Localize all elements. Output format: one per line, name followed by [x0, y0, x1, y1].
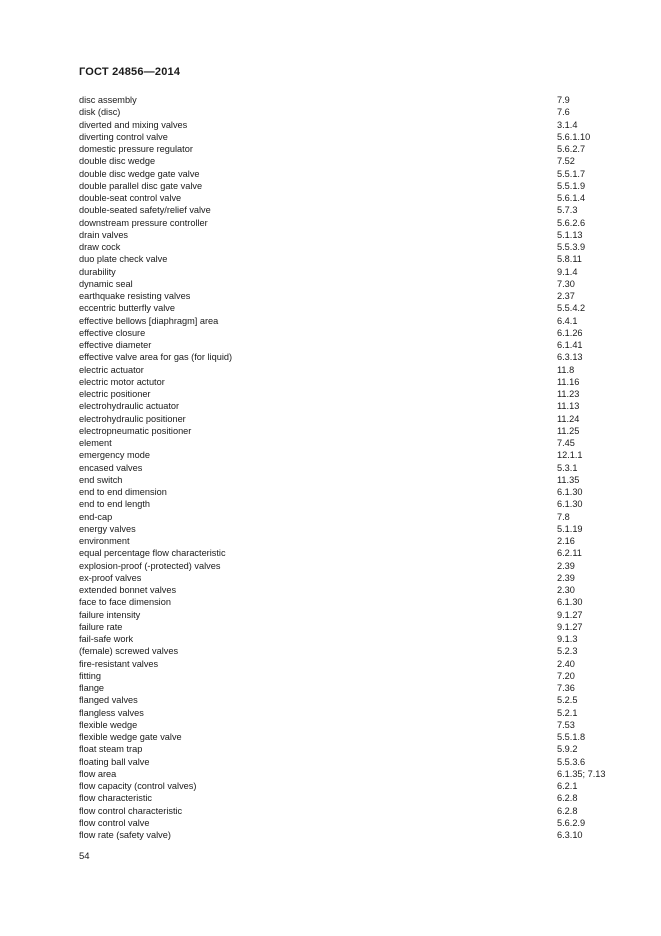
index-entry — [79, 658, 639, 670]
index-entry — [79, 584, 639, 596]
index-reference: 5.3.1 — [557, 462, 578, 473]
index-entry — [79, 645, 639, 657]
index-term: flow control valve — [79, 817, 150, 828]
index-term: flow rate (safety valve) — [79, 830, 171, 840]
index-entry — [79, 192, 639, 204]
index-entry — [79, 498, 639, 510]
index-entry — [79, 217, 639, 229]
index-term: face to face dimension — [79, 597, 171, 608]
index-term: electrohydraulic positioner — [79, 413, 186, 424]
index-entry — [79, 315, 639, 327]
index-entry — [79, 511, 639, 523]
index-entry — [79, 609, 639, 621]
index-term: electric motor actutor — [79, 376, 165, 387]
index-entry — [79, 621, 639, 633]
index-entry — [79, 106, 639, 118]
index-term: downstream pressure controller — [79, 217, 208, 228]
index-reference: 12.1.1 — [557, 450, 583, 461]
index-term: effective diameter — [79, 340, 152, 350]
index-reference: 11.25 — [557, 425, 580, 436]
index-entry — [79, 180, 639, 192]
index-entry — [79, 413, 639, 425]
index-entry — [79, 266, 639, 278]
index-term: electrohydraulic actuator — [79, 401, 180, 412]
index-entry — [79, 805, 639, 817]
index-reference: 5.2.1 — [557, 707, 578, 718]
index-entry — [79, 756, 639, 768]
index-entry — [79, 168, 639, 180]
index-term: explosion-proof (-protected) valves — [79, 560, 221, 571]
index-reference: 2.40 — [557, 658, 575, 669]
index-reference: 6.1.26 — [557, 327, 583, 338]
index-term: flange — [79, 683, 105, 693]
index-reference: 5.1.13 — [557, 229, 583, 240]
index-term: flow area — [79, 768, 117, 779]
index-entry — [79, 547, 639, 559]
index-term: flangless valves — [79, 707, 144, 718]
index-term: duo plate check valve — [79, 254, 168, 265]
index-reference: 5.7.3 — [557, 205, 578, 216]
index-reference: 5.1.19 — [557, 523, 583, 534]
index-reference: 7.9 — [557, 95, 570, 105]
index-reference: 6.1.30 — [557, 597, 583, 608]
index-reference: 5.5.1.7 — [557, 168, 586, 179]
index-entry — [79, 327, 639, 339]
index-term: effective valve area for gas (for liquid) — [79, 352, 233, 363]
index-reference: 11.16 — [557, 376, 580, 387]
index-reference: 5.5.4.2 — [557, 303, 586, 314]
index-term: flow characteristic — [79, 793, 153, 804]
index-entry — [79, 792, 639, 804]
index-reference: 6.3.13 — [557, 352, 583, 363]
index-reference: 2.39 — [557, 560, 575, 571]
index-term: durability — [79, 266, 116, 277]
index-reference: 9.1.27 — [557, 609, 583, 620]
index-term: energy valves — [79, 523, 136, 534]
index-term: dynamic seal — [79, 278, 133, 289]
index-reference: 6.2.8 — [557, 793, 578, 804]
index-term: end-cap — [79, 511, 113, 522]
index-entry — [79, 204, 639, 216]
index-reference: 7.8 — [557, 511, 570, 522]
index-term: end to end length — [79, 499, 151, 510]
index-reference: 5.6.1.4 — [557, 193, 586, 203]
index-reference: 9.1.3 — [557, 634, 578, 644]
index-reference: 11.23 — [557, 389, 580, 399]
index-term: flexible wedge gate valve — [79, 732, 182, 742]
index-term: (female) screwed valves — [79, 646, 179, 657]
index-term: encased valves — [79, 462, 143, 473]
index-reference: 6.2.8 — [557, 805, 578, 816]
index-entry — [79, 253, 639, 265]
index-term: double-seat control valve — [79, 193, 182, 203]
index-entry — [79, 462, 639, 474]
index-term: failure intensity — [79, 609, 141, 620]
page-number: 54 — [79, 851, 90, 862]
index-term: electropneumatic positioner — [79, 425, 192, 436]
index-entry — [79, 290, 639, 302]
index-entry — [79, 94, 639, 106]
index-term: effective closure — [79, 327, 146, 338]
index-reference: 5.2.5 — [557, 695, 578, 706]
index-entry — [79, 731, 639, 743]
index-reference: 7.45 — [557, 438, 575, 448]
index-entry — [79, 302, 639, 314]
index-term: extended bonnet valves — [79, 585, 177, 595]
index-reference: 5.6.2.7 — [557, 144, 586, 154]
index-reference: 11.8 — [557, 364, 575, 375]
index-term: disk (disc) — [79, 107, 121, 118]
index-entry — [79, 694, 639, 706]
index-reference: 6.1.41 — [557, 340, 583, 350]
index-reference: 6.2.1 — [557, 781, 578, 791]
index-term: flow control characteristic — [79, 805, 183, 816]
index-entry — [79, 596, 639, 608]
index-reference: 5.5.1.9 — [557, 180, 586, 191]
index-term: diverted and mixing valves — [79, 119, 188, 130]
index-entry — [79, 364, 639, 376]
index-entry — [79, 743, 639, 755]
index-entry — [79, 560, 639, 572]
index-term: fitting — [79, 670, 101, 681]
index-reference: 7.53 — [557, 719, 575, 730]
index-term: flanged valves — [79, 695, 138, 706]
index-entry — [79, 768, 639, 780]
index-reference: 2.39 — [557, 572, 575, 583]
index-entry — [79, 449, 639, 461]
index-reference: 7.20 — [557, 670, 575, 681]
index-term: environment — [79, 536, 130, 546]
index-reference: 5.5.1.8 — [557, 732, 586, 742]
index-reference: 6.1.35; 7.13 — [557, 768, 606, 779]
index-term: emergency mode — [79, 450, 150, 461]
index-entry — [79, 535, 639, 547]
index-entry — [79, 388, 639, 400]
index-term: double disc wedge — [79, 156, 156, 167]
index-term: diverting control valve — [79, 131, 168, 142]
index-entry — [79, 119, 639, 131]
index-term: electric actuator — [79, 364, 144, 375]
index-reference: 5.5.3.6 — [557, 756, 586, 767]
index-term: end to end dimension — [79, 487, 167, 497]
index-reference: 7.36 — [557, 683, 575, 693]
index-reference: 7.52 — [557, 156, 575, 167]
index-reference: 7.6 — [557, 107, 570, 118]
index-reference: 5.5.3.9 — [557, 242, 586, 252]
index-entry — [79, 707, 639, 719]
index-entry — [79, 682, 639, 694]
index-entry — [79, 829, 639, 841]
index-reference: 5.6.1.10 — [557, 131, 591, 142]
index-term: fail-safe work — [79, 634, 134, 644]
index-reference: 2.37 — [557, 291, 575, 301]
index-entry — [79, 437, 639, 449]
index-term: electric positioner — [79, 389, 151, 399]
index-term: float steam trap — [79, 744, 143, 755]
index-term: failure rate — [79, 621, 123, 632]
index-reference: 6.4.1 — [557, 315, 578, 326]
index-reference: 5.6.2.9 — [557, 817, 586, 828]
index-entry — [79, 633, 639, 645]
index-reference: 5.8.11 — [557, 254, 582, 265]
index-entry — [79, 351, 639, 363]
index-term: fire-resistant valves — [79, 658, 159, 669]
index-entry — [79, 523, 639, 535]
index-term: eccentric butterfly valve — [79, 303, 175, 314]
index-reference: 2.16 — [557, 536, 575, 546]
index-term: double-seated safety/relief valve — [79, 205, 211, 216]
index-entry — [79, 278, 639, 290]
index-entry — [79, 143, 639, 155]
index-reference: 11.35 — [557, 474, 580, 485]
index-term: effective bellows [diaphragm] area — [79, 315, 219, 326]
index-term: ex-proof valves — [79, 572, 142, 583]
document-header: ГОСТ 24856—2014 — [79, 66, 181, 78]
index-term: drain valves — [79, 229, 129, 240]
index-reference: 6.3.10 — [557, 830, 583, 840]
index-entry — [79, 474, 639, 486]
index-entry — [79, 425, 639, 437]
index-term: draw cock — [79, 242, 121, 252]
index-reference: 5.9.2 — [557, 744, 578, 755]
index-term: floating ball valve — [79, 756, 150, 767]
index-term: double parallel disc gate valve — [79, 180, 203, 191]
term-index-list — [79, 94, 639, 841]
index-entry — [79, 486, 639, 498]
index-reference: 7.30 — [557, 278, 575, 289]
index-term: disc assembly — [79, 95, 137, 105]
index-entry — [79, 339, 639, 351]
index-entry — [79, 155, 639, 167]
index-reference: 2.30 — [557, 585, 575, 595]
index-term: double disc wedge gate valve — [79, 168, 200, 179]
index-term: end switch — [79, 474, 123, 485]
index-entry — [79, 817, 639, 829]
index-entry — [79, 241, 639, 253]
index-reference: 5.6.2.6 — [557, 217, 586, 228]
index-entry — [79, 780, 639, 792]
index-entry — [79, 131, 639, 143]
index-entry — [79, 572, 639, 584]
index-entry — [79, 719, 639, 731]
index-term: flow capacity (control valves) — [79, 781, 197, 791]
index-entry — [79, 670, 639, 682]
index-reference: 5.2.3 — [557, 646, 578, 657]
index-reference: 11.13 — [557, 401, 580, 412]
index-term: flexible wedge — [79, 719, 138, 730]
index-reference: 6.1.30 — [557, 499, 583, 510]
index-term: domestic pressure regulator — [79, 144, 193, 154]
index-entry — [79, 229, 639, 241]
index-reference: 11.24 — [557, 413, 580, 424]
index-term: element — [79, 438, 112, 448]
index-entry — [79, 400, 639, 412]
index-reference: 3.1.4 — [557, 119, 578, 130]
index-term: earthquake resisting valves — [79, 291, 191, 301]
index-reference: 6.2.11 — [557, 548, 582, 559]
index-entry — [79, 376, 639, 388]
index-reference: 9.1.4 — [557, 266, 578, 277]
index-term: equal percentage flow characteristic — [79, 548, 226, 559]
index-reference: 9.1.27 — [557, 621, 583, 632]
index-reference: 6.1.30 — [557, 487, 583, 497]
